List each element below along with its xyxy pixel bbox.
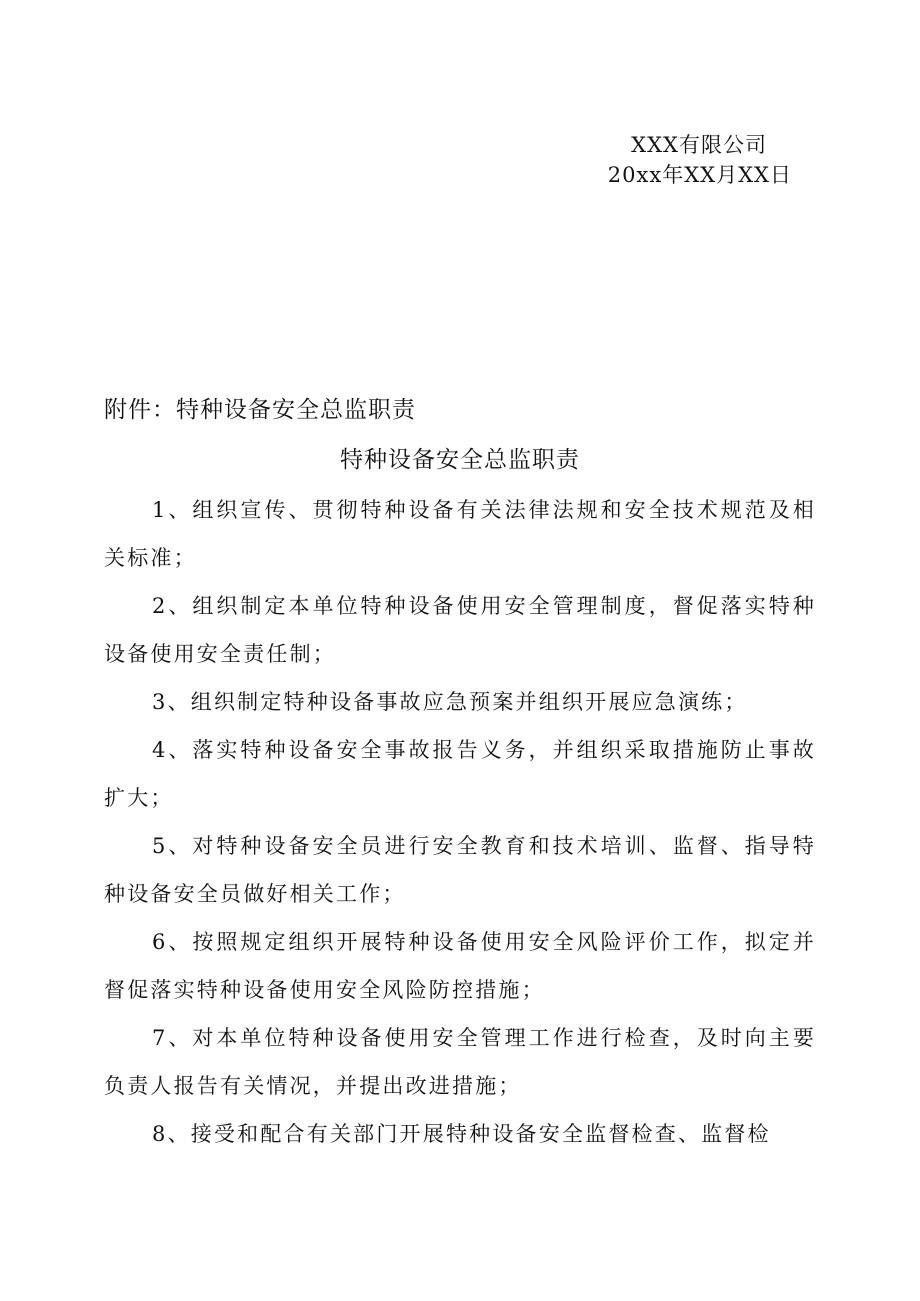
signature-date: 20xx年XX月XX日: [607, 163, 792, 187]
duty-item-6: 6、按照规定组织开展特种设备使用安全风险评价工作，拟定并督促落实特种设备使用安全风险防控措施；: [104, 930, 816, 1002]
signature-block: [608, 130, 792, 190]
attachment-label: 附件：特种设备安全总监职责: [104, 397, 416, 423]
duty-item-2: 2、组织制定本单位特种设备使用安全管理制度，督促落实特种设备使用安全责任制；: [104, 594, 816, 666]
duty-item-8: 8、接受和配合有关部门开展特种设备安全监督检查、监督检: [152, 1122, 771, 1146]
duty-list: [104, 486, 816, 1158]
duty-item-5: 5、对特种设备安全员进行安全教育和技术培训、监督、指导特种设备安全员做好相关工作；: [104, 834, 816, 906]
company-name: XXX有限公司: [631, 133, 767, 157]
duty-item-7: 7、对本单位特种设备使用安全管理工作进行检查，及时向主要负责人报告有关情况，并提出改进措施；: [104, 1026, 816, 1098]
document-title: 特种设备安全总监职责: [340, 447, 580, 473]
duty-item-4: 4、落实特种设备安全事故报告义务，并组织采取措施防止事故扩大；: [104, 738, 816, 810]
duty-item-1: 1、组织宣传、贯彻特种设备有关法律法规和安全技术规范及相关标准；: [104, 498, 816, 570]
duty-item-3: 3、组织制定特种设备事故应急预案并组织开展应急演练；: [152, 690, 748, 714]
